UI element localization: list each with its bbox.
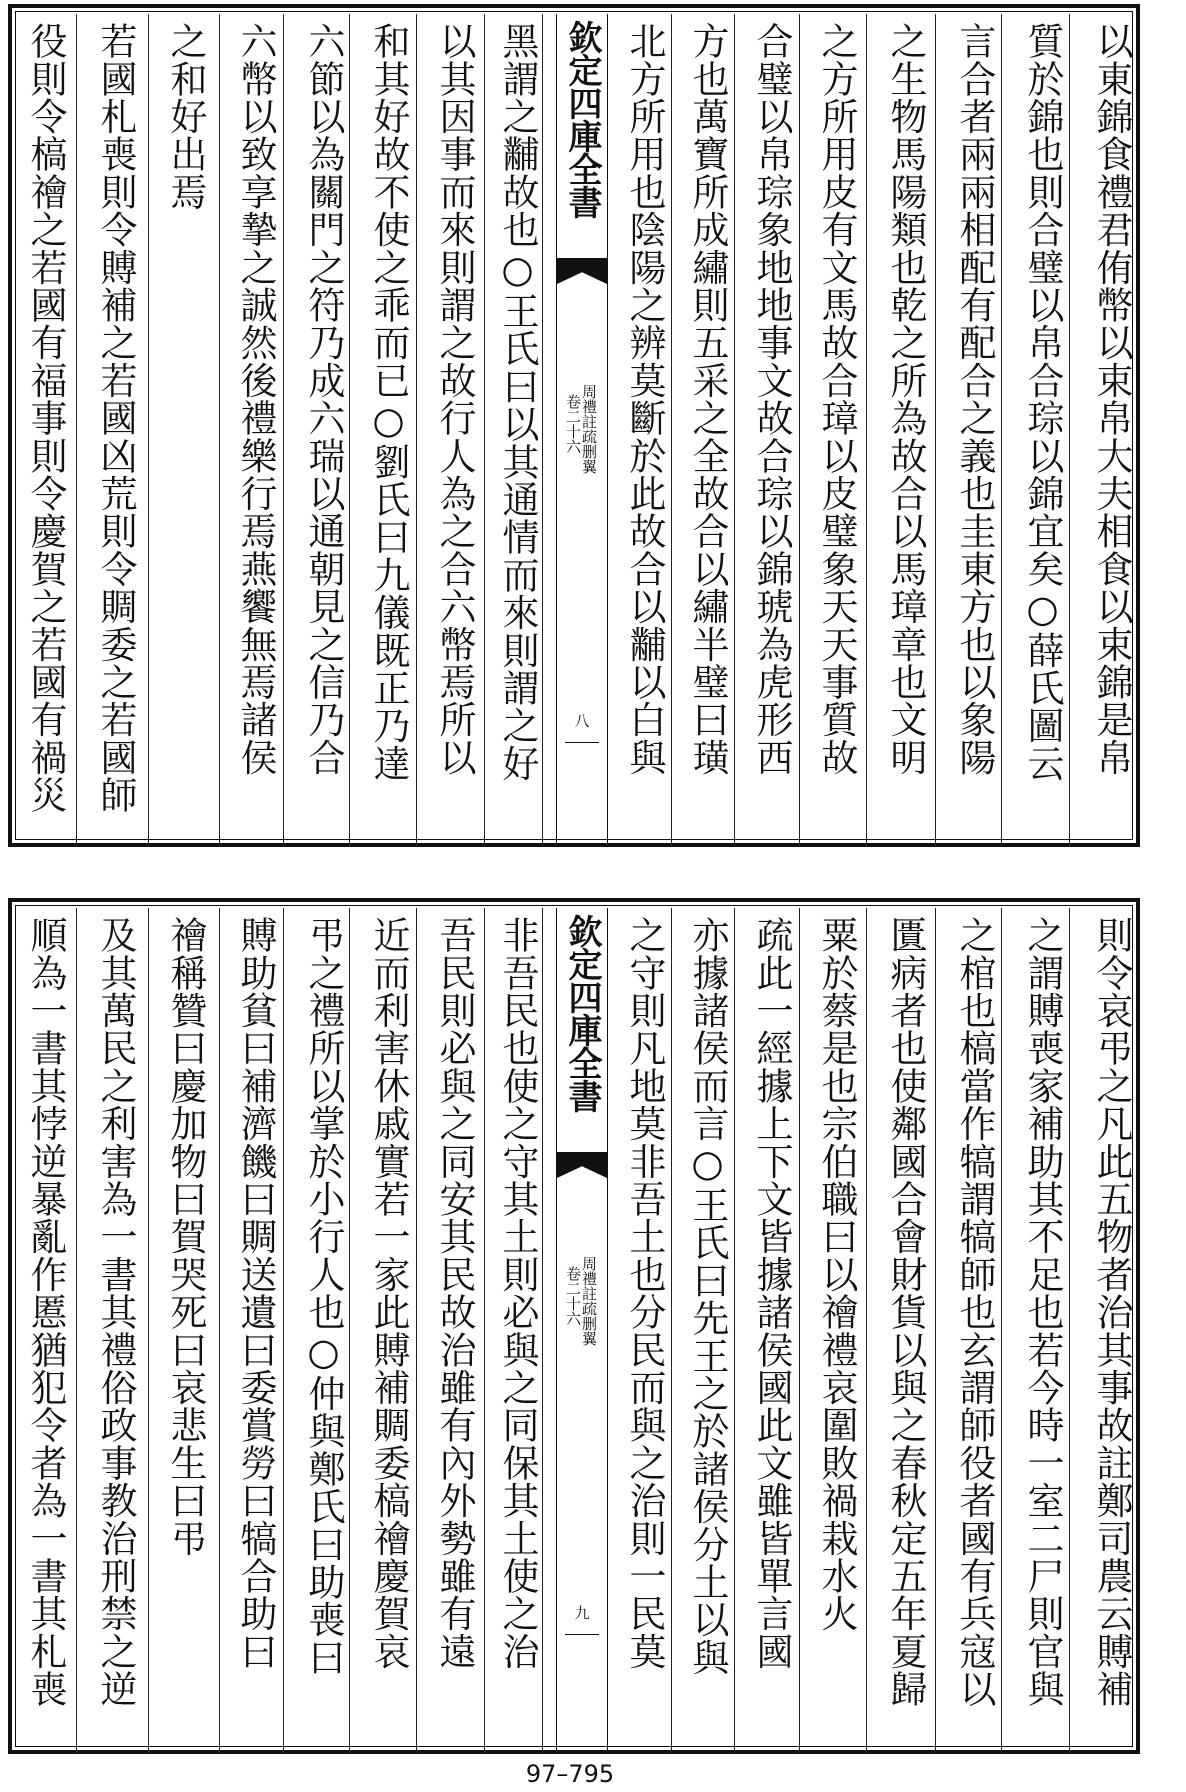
text-column: 若國札喪則令賻補之若國凶荒則令賙委之若國師	[94, 22, 137, 814]
volume-label: 卷二十六	[564, 394, 582, 454]
text-column: 言合者兩兩相配有配合之義也圭東方也以象陽	[953, 22, 996, 776]
page-number: 八	[574, 712, 590, 730]
text-column: 則令哀弔之凡此五物者治其事故註鄭司農云賻補	[1090, 916, 1133, 1708]
work-title: 周禮註疏删翼	[580, 1256, 598, 1346]
page-frame	[8, 898, 1140, 1754]
text-column: 疏此一經據上下文皆據諸侯國此文雖皆單言國	[750, 916, 793, 1670]
text-column: 吾民則必與之同安其民故治雖有內外勢雖有遠	[433, 916, 476, 1670]
text-column: 合璧以帛琮象地地事文故合琮以錦琥為虎形西	[750, 22, 793, 776]
text-column: 近而利害休戚實若一家此賻補賙委槁禬慶賀哀	[367, 916, 410, 1670]
text-column: 非吾民也使之守其土則必與之同保其土使之治	[496, 916, 539, 1670]
text-column: 之棺也槁當作犒謂犒師也玄謂師役者國有兵寇以	[953, 916, 996, 1708]
text-column: 弔之禮所以掌於小行人也○仲與鄭氏曰助喪曰	[302, 916, 345, 1676]
text-column: 粟於蔡是也宗伯職曰以禬禮哀圍敗禍栽水火	[815, 916, 858, 1633]
text-column: 之方所用皮有文馬故合璋以皮璧象天天事質故	[815, 22, 858, 776]
text-column: 之和好出焉	[164, 22, 207, 211]
text-column: 亦據諸侯而言○王氏曰先王之於諸侯分土以與	[686, 916, 729, 1676]
text-column: 順為一書其悖逆暴亂作慝猶犯令者為一書其札喪	[24, 916, 67, 1708]
text-column: 質於錦也則合璧以帛合琮以錦宜矣○薛氏圖云	[1021, 22, 1064, 782]
text-column: 之守則凡地莫非吾土也分民而與之治則一民莫	[623, 916, 666, 1670]
volume-label: 卷二十六	[564, 1266, 582, 1326]
text-column: 北方所用也陰陽之辨莫斷於此故合以黼以白與	[623, 22, 666, 776]
text-column: 方也萬寶所成繡則五采之全故合以繡半璧曰璜	[686, 22, 729, 776]
book-title: 欽定四庫全書	[562, 20, 602, 218]
text-column: 賻助貧曰補濟饑曰賙送遺曰委賞勞曰犒合助曰	[234, 916, 277, 1670]
page-frame	[8, 4, 1140, 847]
page-number: 九	[574, 1604, 590, 1622]
text-column: 之生物馬陽類也乾之所為故合以馬璋章也文明	[884, 22, 927, 776]
text-column: 和其好故不使之乖而已○劉氏曰九儀既正乃達	[367, 22, 410, 782]
text-column: 役則令槁禬之若國有福事則令慶賀之若國有禍災	[24, 22, 67, 814]
work-title: 周禮註疏删翼	[580, 384, 598, 474]
text-column: 以其因事而來則謂之故行人為之合六幣焉所以	[433, 22, 476, 776]
book-title: 欽定四庫全書	[562, 914, 602, 1112]
text-column: 禬稱贊曰慶加物曰賀哭死曰哀悲生曰弔	[164, 916, 207, 1557]
text-column: 六節以為關門之符乃成六瑞以通朝見之信乃合	[302, 22, 345, 776]
text-column: 之謂賻喪家補助其不足也若今時一室二尸則官與	[1021, 916, 1064, 1708]
center-column	[556, 908, 608, 1754]
page-reference: 97–795	[525, 1760, 615, 1788]
text-column: 六幣以致享摯之誠然後禮樂行焉燕饗無焉諸侯	[234, 22, 277, 776]
text-column: 以東錦食禮君侑幣以束帛大夫相食以束錦是帛	[1090, 22, 1133, 776]
text-column: 及其萬民之利害為一書其禮俗政事教治刑禁之逆	[94, 916, 137, 1708]
text-column: 匱病者也使鄰國合會財貨以與之春秋定五年夏歸	[884, 916, 927, 1708]
text-column: 黑謂之黼故也○王氏曰以其通情而來則謂之好	[496, 22, 539, 782]
center-column	[556, 14, 608, 847]
